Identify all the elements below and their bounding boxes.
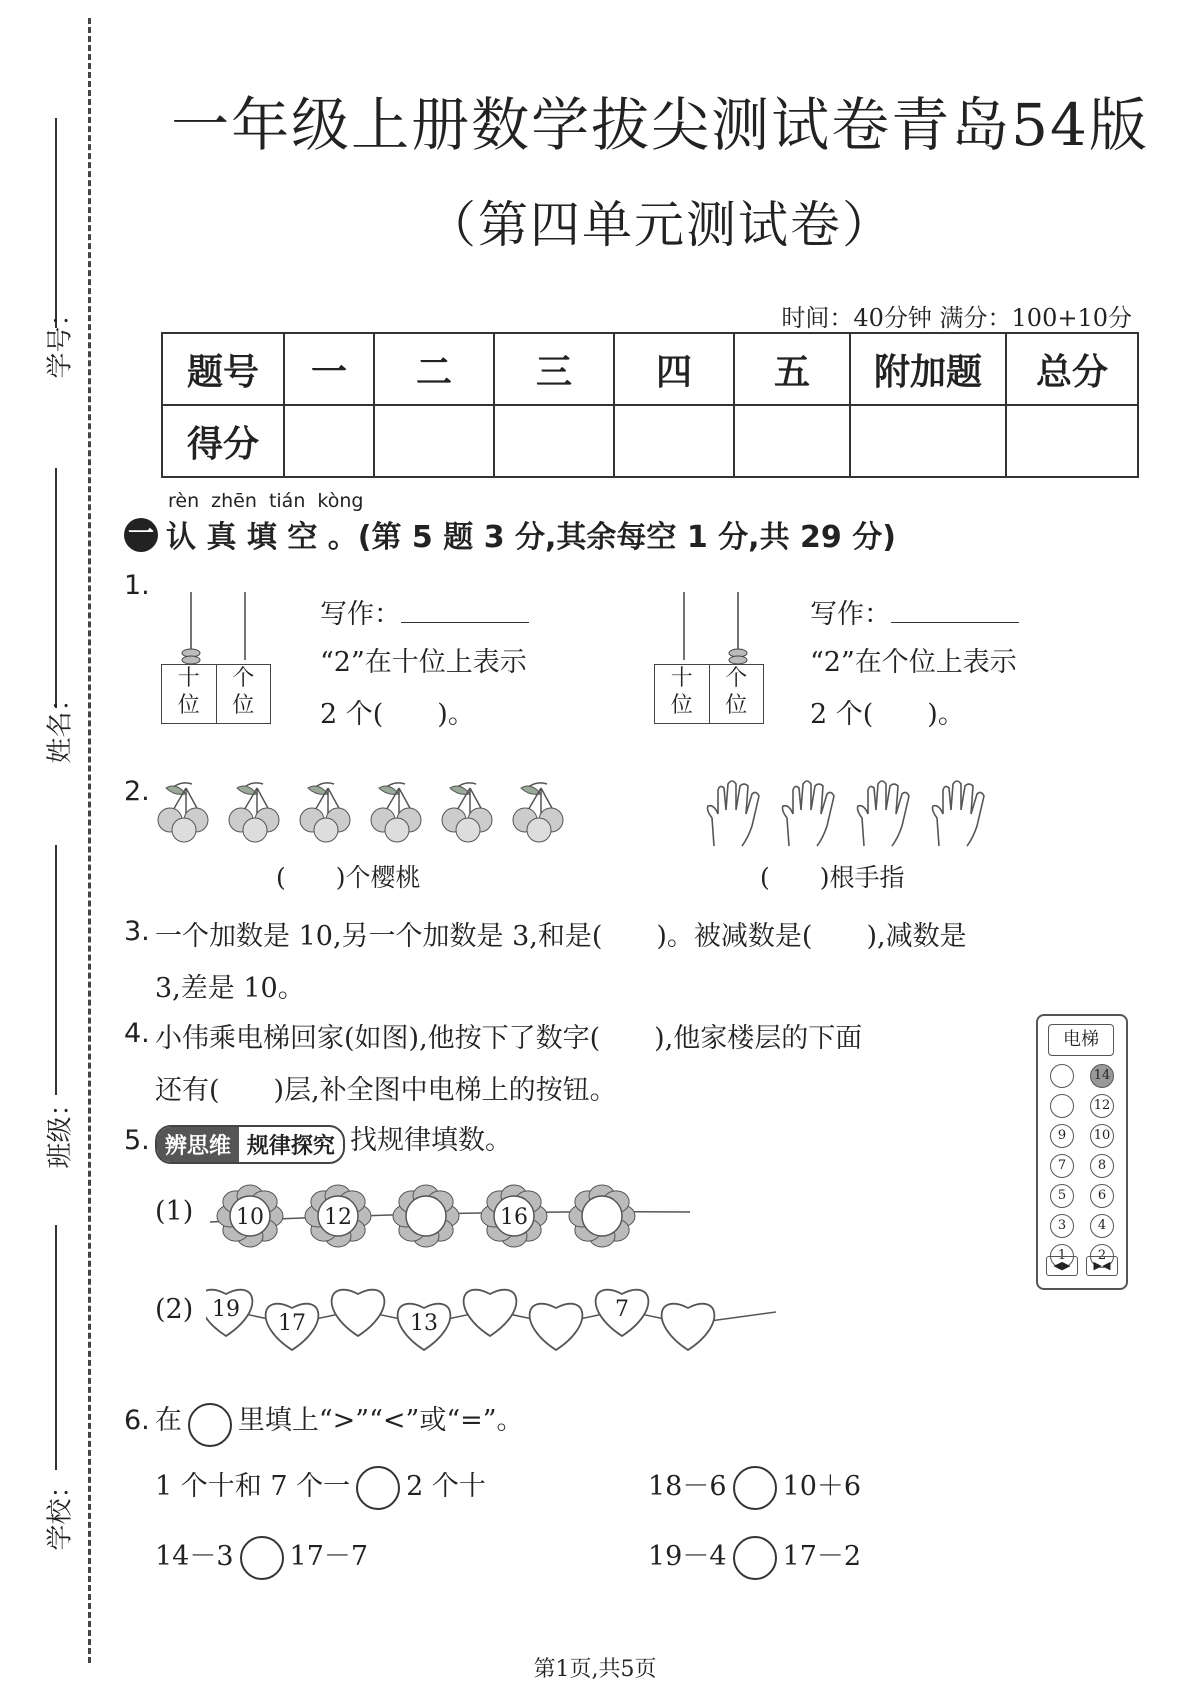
elevator-floor-button[interactable]: 10 [1090,1124,1114,1148]
place-label: 位 [232,693,255,718]
abacus-rods-icon [161,590,273,666]
tens-label: 十 [177,666,200,691]
heart-number: 13 [410,1311,438,1336]
question-number: 5. [124,1125,150,1156]
question-number: 3. [124,916,150,947]
q5-part1-label: (1) [155,1196,194,1227]
q1-right-line1: “2”在个位上表示 [810,647,1017,678]
class-label: 班级： [45,1090,76,1169]
score-table [161,332,1139,478]
class-line [55,845,57,1095]
score-header-cell: 总分 [1006,333,1138,405]
compare-circle-blank[interactable] [733,1466,777,1510]
student-no-line [55,118,57,328]
question-number: 2. [124,776,150,807]
tag-light: 规律探究 [246,1134,335,1159]
score-header-cell: 附加题 [850,333,1006,405]
score-header-cell: 四 [614,333,734,405]
elevator-floor-button[interactable]: 3 [1050,1214,1074,1238]
flower-number: 16 [500,1205,528,1230]
heart-item [398,1304,451,1350]
cherries-label: ( )个樱桃 [276,863,421,892]
q1-left-line2: 2 个( )。 [320,699,475,730]
place-label: 位 [670,693,693,718]
place-label: 位 [725,693,748,718]
heart-item[interactable] [464,1290,517,1336]
flower-item[interactable] [393,1185,459,1247]
question-number: 6. [124,1405,150,1436]
section-pinyin: rèn zhēn tián kòng [168,490,364,512]
q6-instruction-post: 里填上“>”“<”或“=”。 [237,1405,524,1436]
compare-left-expr: 1 个十和 7 个一 [155,1471,351,1502]
abacus-right [654,590,766,724]
exam-meta: 时间：40分钟 满分：100+10分 [781,304,1132,332]
write-label: 写作： [320,599,401,630]
name-line [55,468,57,708]
flower-item [481,1185,547,1247]
door-close-button[interactable]: ▶◀ [1086,1256,1118,1276]
q3-line1: 一个加数是 10,另一个加数是 3,和是( )。被减数是( ),减数是 [155,921,967,952]
score-input-cell[interactable] [284,405,374,477]
fingers-label: ( )根手指 [760,863,905,892]
compare-left-expr: 18－6 [648,1471,727,1502]
q3-line2: 3,差是 10。 [155,973,305,1004]
page-footer: 第1页,共5页 [533,1657,657,1682]
score-header-cell: 三 [494,333,614,405]
tag-dark: 辨思维 [157,1127,239,1162]
elevator-floor-button[interactable]: 4 [1090,1214,1114,1238]
elevator-floor-button[interactable]: 14 [1090,1064,1114,1088]
page-subtitle: （第四单元测试卷） [426,196,894,254]
flower-item[interactable] [569,1185,635,1247]
flower-number: 12 [324,1205,352,1230]
binding-dashed-line [88,18,91,1663]
door-open-button[interactable]: ◀▶ [1046,1256,1078,1276]
compare-right-expr: 2 个十 [406,1471,486,1502]
score-input-cell[interactable] [1006,405,1138,477]
section-title: 认 真 填 空 。(第 5 题 3 分,其余每空 1 分,共 29 分) [166,520,896,555]
elevator-floor-button[interactable]: 1 [1050,1244,1074,1268]
elevator-floor-button[interactable]: 2 [1090,1244,1114,1268]
flower-number: 10 [236,1205,264,1230]
elevator-floor-button[interactable]: 12 [1090,1094,1114,1118]
question-number: 1. [124,570,150,601]
heart-item [266,1304,319,1350]
abacus-rods-icon [654,590,766,666]
score-header-cell: 一 [284,333,374,405]
write-label: 写作： [810,599,891,630]
tens-label: 十 [670,666,693,691]
q1-right-line2: 2 个( )。 [810,699,965,730]
score-header-cell: 题号 [162,333,284,405]
question-number: 4. [124,1018,150,1049]
circle-sample-icon [188,1403,232,1447]
score-header-cell: 二 [374,333,494,405]
compare-right-expr: 17－7 [289,1541,369,1572]
answer-blank[interactable] [401,598,529,623]
heart-number: 7 [615,1297,629,1322]
elevator-floor-button[interactable]: 5 [1050,1184,1074,1208]
ones-label: 个 [232,666,255,691]
flower-sequence [210,1170,700,1260]
elevator-floor-button[interactable] [1050,1064,1074,1088]
heart-sequence [206,1268,778,1358]
elevator-floor-button[interactable]: 6 [1090,1184,1114,1208]
heart-item[interactable] [332,1290,385,1336]
elevator-panel [1036,1014,1128,1290]
question-tag [155,1125,345,1164]
elevator-floor-button[interactable]: 8 [1090,1154,1114,1178]
heart-item [206,1290,252,1336]
section-number-badge: 一 [124,518,158,552]
score-header-cell: 五 [734,333,850,405]
name-label: 姓名： [45,685,76,764]
compare-left-expr: 19－4 [648,1541,727,1572]
ones-label: 个 [725,666,748,691]
score-input-cell[interactable] [614,405,734,477]
page-title: 一年级上册数学拔尖测试卷青岛54版 [171,91,1149,159]
q5-part2-label: (2) [155,1294,194,1325]
q1-left-line1: “2”在十位上表示 [320,647,527,678]
answer-blank[interactable] [891,598,1019,623]
q4-line2: 还有( )层,补全图中电梯上的按钮。 [155,1075,617,1106]
score-input-cell[interactable] [850,405,1006,477]
score-input-cell[interactable] [374,405,494,477]
heart-item[interactable] [662,1304,715,1350]
flower-item [305,1185,371,1247]
score-row-label: 得分 [162,405,284,477]
q6-instruction-pre: 在 [154,1405,182,1436]
flower-item [217,1185,283,1247]
q5-instruction: 找规律填数。 [349,1125,512,1156]
compare-left-expr: 14－3 [155,1541,234,1572]
q4-line1: 小伟乘电梯回家(如图),他按下了数字( ),他家楼层的下面 [155,1023,863,1054]
score-input-cell[interactable] [734,405,850,477]
student-no-label: 学号： [45,300,76,379]
cherries-icon [152,778,582,848]
elevator-floor-button[interactable] [1050,1094,1074,1118]
school-line [55,1225,57,1470]
score-input-cell[interactable] [494,405,614,477]
elevator-floor-button[interactable]: 7 [1050,1154,1074,1178]
elevator-title: 电梯 [1048,1024,1114,1056]
abacus-left [161,590,273,724]
school-label: 学校： [45,1472,76,1551]
compare-circle-blank[interactable] [356,1466,400,1510]
heart-item [596,1290,649,1336]
hands-icon [702,776,992,852]
heart-number: 17 [278,1311,306,1336]
compare-right-expr: 10＋6 [782,1471,862,1502]
heart-number: 19 [212,1297,240,1322]
place-label: 位 [177,693,200,718]
compare-right-expr: 17－2 [782,1541,862,1572]
elevator-floor-button[interactable]: 9 [1050,1124,1074,1148]
compare-circle-blank[interactable] [240,1536,284,1580]
compare-circle-blank[interactable] [733,1536,777,1580]
heart-item[interactable] [530,1304,583,1350]
